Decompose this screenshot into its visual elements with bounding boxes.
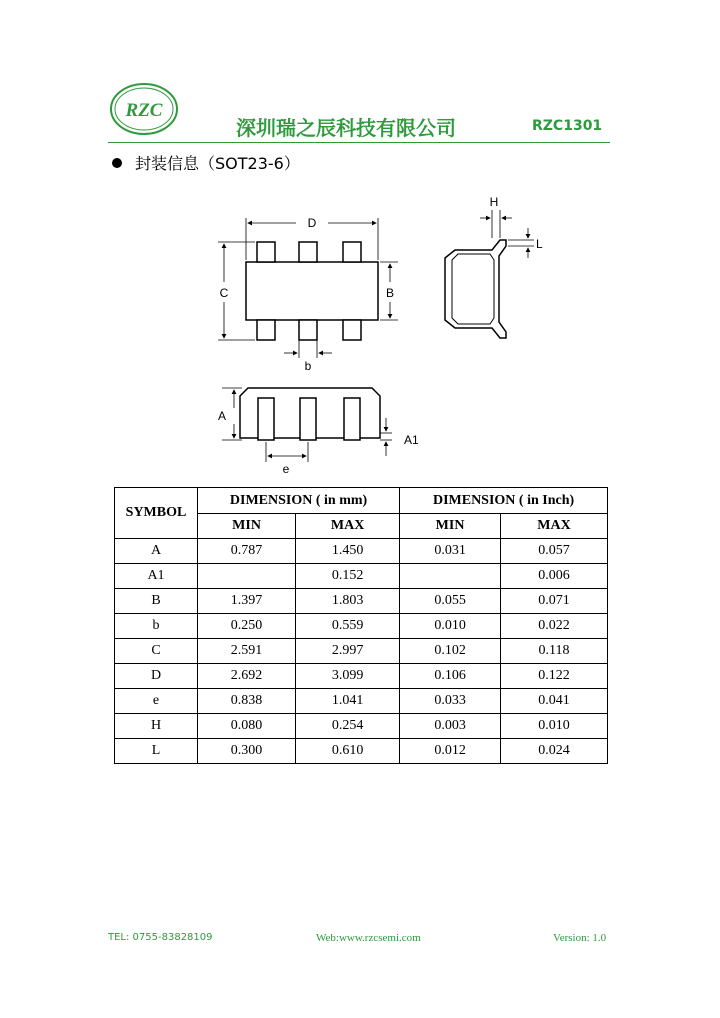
cell-in-min: 0.010: [400, 614, 501, 639]
table-row: [115, 689, 608, 714]
label-D: D: [307, 216, 317, 230]
bullet-icon: [112, 158, 122, 168]
header-mm-min: MIN: [198, 514, 296, 539]
table-row: [115, 714, 608, 739]
part-number: RZC1301: [532, 118, 603, 134]
cell-mm-min: [198, 564, 296, 589]
cell-mm-min: 1.397: [198, 589, 296, 614]
cell-mm-max: 2.997: [296, 639, 400, 664]
cell-in-max: 0.024: [501, 739, 608, 764]
cell-in-min: 0.102: [400, 639, 501, 664]
cell-symbol: A1: [115, 564, 198, 589]
cell-symbol: b: [115, 614, 198, 639]
top-view: [218, 218, 398, 358]
cell-mm-max: 0.559: [296, 614, 400, 639]
cell-symbol: L: [115, 739, 198, 764]
cell-in-max: 0.071: [501, 589, 608, 614]
cell-symbol: C: [115, 639, 198, 664]
header-mm-max: MAX: [296, 514, 400, 539]
cell-mm-max: 0.610: [296, 739, 400, 764]
company-name: 深圳瑞之辰科技有限公司: [236, 116, 456, 140]
header-inch-min: MIN: [400, 514, 501, 539]
cell-in-min: 0.031: [400, 539, 501, 564]
footer-tel: TEL: 0755-83828109: [108, 932, 213, 943]
cell-in-min: 0.055: [400, 589, 501, 614]
front-view: [222, 388, 392, 462]
cell-symbol: B: [115, 589, 198, 614]
cell-mm-max: 0.254: [296, 714, 400, 739]
table-row: [115, 739, 608, 764]
cell-mm-min: 0.300: [198, 739, 296, 764]
label-B: B: [385, 286, 395, 300]
header-dimension-mm: DIMENSION ( in mm): [198, 488, 400, 514]
dimension-table-body: [115, 539, 608, 764]
footer-version: Version: 1.0: [553, 932, 607, 944]
footer-web: Web:www.rzcsemi.com: [316, 932, 421, 944]
cell-mm-max: 1.450: [296, 539, 400, 564]
cell-symbol: H: [115, 714, 198, 739]
cell-symbol: e: [115, 689, 198, 714]
dimension-table: [114, 487, 608, 764]
cell-mm-min: 0.787: [198, 539, 296, 564]
header-divider: [108, 142, 610, 143]
cell-mm-max: 1.041: [296, 689, 400, 714]
cell-mm-max: 1.803: [296, 589, 400, 614]
cell-in-max: 0.057: [501, 539, 608, 564]
cell-symbol: A: [115, 539, 198, 564]
table-row: [115, 564, 608, 589]
table-row: [115, 539, 608, 564]
side-view: [445, 210, 534, 338]
cell-mm-min: 0.838: [198, 689, 296, 714]
label-L: L: [536, 237, 543, 251]
cell-mm-min: 0.080: [198, 714, 296, 739]
cell-mm-max: 3.099: [296, 664, 400, 689]
table-row: [115, 664, 608, 689]
cell-mm-max: 0.152: [296, 564, 400, 589]
cell-in-max: 0.022: [501, 614, 608, 639]
header-inch-max: MAX: [501, 514, 608, 539]
label-C: C: [219, 286, 229, 300]
cell-mm-min: 0.250: [198, 614, 296, 639]
cell-in-max: 0.122: [501, 664, 608, 689]
cell-in-max: 0.010: [501, 714, 608, 739]
cell-in-max: 0.118: [501, 639, 608, 664]
cell-in-min: 0.106: [400, 664, 501, 689]
label-A1: A1: [404, 433, 419, 447]
package-drawing: [200, 190, 560, 480]
label-b: b: [304, 359, 312, 373]
company-logo: [108, 82, 180, 136]
header-symbol: SYMBOL: [115, 488, 198, 539]
table-row: [115, 589, 608, 614]
header-dimension-inch: DIMENSION ( in Inch): [400, 488, 608, 514]
cell-in-min: 0.003: [400, 714, 501, 739]
cell-in-max: 0.041: [501, 689, 608, 714]
table-row: [115, 614, 608, 639]
table-row: [115, 639, 608, 664]
label-e: e: [282, 462, 290, 476]
cell-symbol: D: [115, 664, 198, 689]
section-title: 封装信息（SOT23-6）: [135, 154, 300, 173]
cell-in-max: 0.006: [501, 564, 608, 589]
cell-mm-min: 2.591: [198, 639, 296, 664]
cell-in-min: 0.033: [400, 689, 501, 714]
label-H: H: [489, 195, 499, 209]
cell-in-min: 0.012: [400, 739, 501, 764]
cell-mm-min: 2.692: [198, 664, 296, 689]
logo-text: RZC: [125, 100, 163, 121]
label-A: A: [217, 409, 227, 423]
cell-in-min: [400, 564, 501, 589]
